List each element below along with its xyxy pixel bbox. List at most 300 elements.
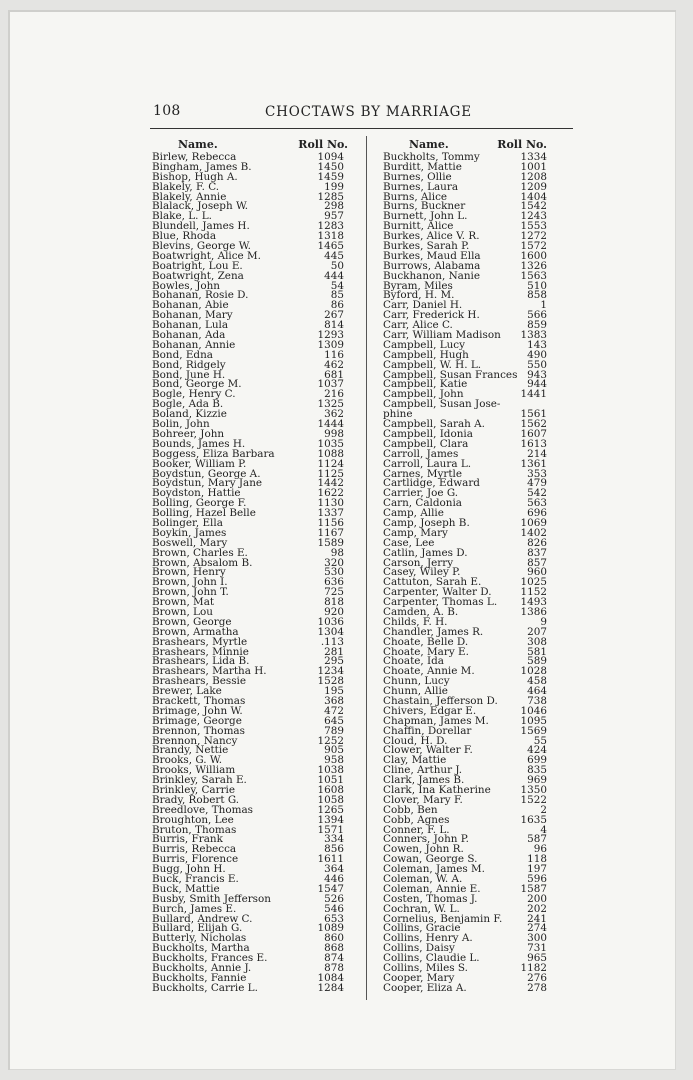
enrollee-name: Collins, Henry A. (383, 932, 473, 945)
enrollee-name: Blakely, F. C. (152, 180, 220, 193)
enrollee-name: Clark, Ina Katherine (383, 784, 491, 796)
roll-number: 320 (324, 556, 344, 569)
enrollee-name: Burnitt, Alice (383, 220, 454, 233)
enrollee-name: Brashears, Minnie (152, 645, 249, 658)
enrollee-name: Brown, George (152, 615, 232, 628)
roll-number: 55 (533, 734, 547, 747)
enrollee-name: Brimage, John W. (152, 704, 243, 717)
roll-number: 1587 (520, 882, 547, 895)
enrollee-name: Bohanan, Mary (152, 309, 233, 322)
enrollee-name: Chandler, James R. (383, 625, 484, 638)
enrollee-name: Carrier, Joe G. (383, 487, 459, 500)
enrollee-name: Brimage, George (152, 714, 242, 727)
enrollee-name: Bohanan, Ada (152, 329, 226, 342)
roll-number: 526 (324, 892, 344, 905)
roll-list (152, 153, 348, 994)
roll-number: 1089 (317, 922, 344, 935)
roll-number: 878 (324, 962, 344, 975)
roll-number: 1208 (520, 170, 547, 183)
name-header: Name. (178, 138, 218, 151)
enrollee-name: Campbell, John (383, 388, 464, 401)
roll-number: 530 (324, 566, 344, 579)
enrollee-name: Bowles, John (152, 279, 221, 292)
enrollee-name: Campbell, Susan Jose- (383, 398, 501, 411)
roll-number: 197 (527, 863, 547, 876)
enrollee-name: Carnes, Myrtle (383, 467, 463, 480)
roll-number-header: Roll No. (298, 138, 348, 151)
enrollee-name: Buckholts, Annie J. (152, 962, 252, 975)
enrollee-name: Bounds, James H. (152, 437, 246, 450)
roll-number: 860 (324, 932, 344, 945)
roll-entry (383, 981, 547, 994)
roll-number: 444 (324, 269, 344, 282)
roll-number: 1528 (317, 675, 344, 688)
enrollee-name: Carn, Caldonia (383, 497, 462, 510)
roll-number: 1402 (520, 526, 547, 539)
enrollee-name: Boykin, James (152, 526, 227, 539)
roll-number: 116 (324, 348, 344, 361)
roll-number: 199 (324, 180, 344, 193)
roll-number: 696 (527, 507, 547, 520)
roll-number: 731 (527, 942, 547, 955)
roll-number: 1283 (317, 220, 344, 233)
roll-number: 1325 (317, 398, 344, 411)
enrollee-name: Camden, A. B. (383, 605, 459, 618)
enrollee-name: Buck, Francis E. (152, 873, 239, 886)
enrollee-name: Camp, Joseph B. (383, 516, 470, 529)
enrollee-name: Carson, Jerry (383, 556, 454, 569)
enrollee-name: Campbell, Susan Frances (383, 368, 518, 381)
enrollee-name: Brown, Charles E. (152, 546, 248, 559)
roll-number: 1563 (520, 269, 547, 282)
enrollee-name: Bishop, Hugh A. (152, 170, 238, 183)
enrollee-name: Boatwright, Alice M. (152, 249, 261, 262)
roll-number: 835 (527, 764, 547, 777)
roll-number: 566 (527, 309, 547, 322)
roll-number: 905 (324, 744, 344, 757)
roll-number: 1130 (317, 497, 344, 510)
enrollee-name: Buckholts, Martha (152, 942, 250, 955)
roll-number: 653 (324, 912, 344, 925)
roll-number: 334 (324, 833, 344, 846)
enrollee-name: Burch, James E. (152, 902, 237, 915)
roll-number: 446 (324, 873, 344, 886)
enrollee-name: Bond, George M. (152, 378, 242, 391)
roll-number: 241 (527, 912, 547, 925)
enrollee-name: Clower, Walter F. (383, 744, 473, 757)
roll-number: 1035 (317, 437, 344, 450)
enrollee-name: Conners, John P. (383, 833, 469, 846)
enrollee-name: Burnes, Laura (383, 180, 459, 193)
enrollee-name: Case, Lee (383, 536, 435, 549)
enrollee-name: Burns, Alice (383, 190, 448, 203)
roll-number: 86 (330, 299, 344, 312)
enrollee-name: Brown, Absalom B. (152, 556, 253, 569)
roll-number: 960 (527, 566, 547, 579)
roll-number: 1001 (520, 160, 547, 173)
roll-number: 424 (527, 744, 547, 757)
roll-number: 1553 (520, 220, 547, 233)
enrollee-name: Booker, William P. (152, 457, 247, 470)
roll-number: 1404 (520, 190, 547, 203)
enrollee-name: Burditt, Mattie (383, 160, 462, 173)
enrollee-name: Camp, Allie (383, 507, 444, 520)
enrollee-name: Boswell, Mary (152, 536, 228, 549)
roll-number: 581 (527, 645, 547, 658)
roll-number: 9 (540, 615, 547, 628)
roll-number: 1622 (317, 487, 344, 500)
enrollee-name: Buckholts, Carrie L. (152, 981, 258, 994)
roll-number: 1394 (317, 813, 344, 826)
right-column (383, 138, 547, 994)
roll-number: 195 (324, 685, 344, 698)
enrollee-name: phine (383, 408, 413, 421)
enrollee-name: Cornelius, Benjamin F. (383, 912, 503, 925)
enrollee-name: Bruton, Thomas (152, 823, 237, 836)
roll-number: 636 (324, 576, 344, 589)
enrollee-name: Buckholts, Tommy (383, 151, 480, 163)
roll-number: 1337 (317, 507, 344, 520)
roll-number: 1037 (317, 378, 344, 391)
roll-number: 1613 (520, 437, 547, 450)
roll-number: 645 (324, 714, 344, 727)
enrollee-name: Campbell, W. H. L. (383, 358, 482, 371)
enrollee-name: Brown, Mat (152, 596, 215, 609)
enrollee-name: Byford, H. M. (383, 289, 455, 302)
roll-number: 1028 (520, 665, 547, 678)
roll-number: 681 (324, 368, 344, 381)
enrollee-name: Carroll, Laura L. (383, 457, 472, 470)
roll-number: 118 (527, 853, 547, 866)
roll-number: 1304 (317, 625, 344, 638)
enrollee-name: Brewer, Lake (152, 685, 222, 698)
enrollee-name: Carr, William Madison (383, 329, 501, 342)
roll-number: 944 (527, 378, 547, 391)
enrollee-name: Brinkley, Sarah E. (152, 774, 247, 787)
roll-number: 837 (527, 546, 547, 559)
roll-number: 965 (527, 952, 547, 965)
enrollee-name: Carr, Frederick H. (383, 309, 480, 322)
enrollee-name: Burns, Buckner (383, 200, 466, 213)
roll-number: 1309 (317, 338, 344, 351)
enrollee-name: Brandy, Nettie (152, 744, 229, 757)
enrollee-name: Brady, Robert G. (152, 793, 240, 806)
roll-number: 276 (527, 971, 547, 984)
roll-list (383, 153, 547, 994)
enrollee-name: Bogle, Henry C. (152, 388, 236, 401)
enrollee-name: Brown, John I. (152, 576, 228, 589)
enrollee-name: Brennon, Nancy (152, 734, 238, 747)
roll-number: 1058 (317, 793, 344, 806)
roll-number: 1522 (520, 793, 547, 806)
enrollee-name: Boydstun, George A. (152, 467, 261, 480)
roll-number: 1571 (317, 823, 344, 836)
roll-number: 267 (324, 309, 344, 322)
enrollee-name: Cobb, Ben (383, 803, 438, 816)
roll-number: 1493 (520, 596, 547, 609)
roll-number: 587 (527, 833, 547, 846)
enrollee-name: Chapman, James M. (383, 714, 489, 727)
enrollee-name: Blake, L. L. (152, 210, 212, 223)
enrollee-name: Chaffin, Dorellar (383, 724, 472, 737)
enrollee-name: Chunn, Allie (383, 685, 448, 698)
roll-number: 596 (527, 873, 547, 886)
roll-number: 1562 (520, 418, 547, 431)
enrollee-name: Blevins, George W. (152, 240, 251, 253)
enrollee-name: Clark, James B. (383, 774, 465, 787)
enrollee-name: Cochran, W. L. (383, 902, 460, 915)
roll-number: 364 (324, 863, 344, 876)
roll-number: 1608 (317, 784, 344, 796)
enrollee-name: Boatwright, Zena (152, 269, 244, 282)
enrollee-name: Brown, Lou (152, 605, 213, 618)
enrollee-name: Camp, Mary (383, 526, 448, 539)
enrollee-name: Catlin, James D. (383, 546, 468, 559)
enrollee-name: Campbell, Clara (383, 437, 469, 450)
roll-number: 50 (330, 259, 344, 272)
enrollee-name: Brennon, Thomas (152, 724, 245, 737)
enrollee-name: Bugg, John H. (152, 863, 226, 876)
roll-number: 445 (324, 249, 344, 262)
roll-number: 969 (527, 774, 547, 787)
roll-number: 1124 (317, 457, 344, 470)
roll-number: 202 (527, 902, 547, 915)
roll-number: 1444 (317, 418, 344, 431)
enrollee-name: Brown, Armatha (152, 625, 239, 638)
roll-number: 1094 (317, 151, 344, 163)
roll-number: 85 (330, 289, 344, 302)
enrollee-name: Buckhanon, Nanie (383, 269, 481, 282)
roll-number: 1252 (317, 734, 344, 747)
roll-number: 1284 (317, 981, 344, 994)
enrollee-name: Campbell, Lucy (383, 338, 465, 351)
enrollee-name: Brooks, G. W. (152, 754, 223, 767)
roll-number: 216 (324, 388, 344, 401)
column-divider (366, 136, 367, 1000)
roll-number: 1547 (317, 882, 344, 895)
enrollee-name: Costen, Thomas J. (383, 892, 478, 905)
enrollee-name: Boggess, Eliza Barbara (152, 447, 275, 460)
roll-number: 856 (324, 843, 344, 856)
roll-number: 1234 (317, 665, 344, 678)
roll-number: 1318 (317, 230, 344, 243)
enrollee-name: Clay, Mattie (383, 754, 447, 767)
enrollee-name: Collins, Gracie (383, 922, 461, 935)
roll-number: 362 (324, 408, 344, 421)
enrollee-name: Carr, Alice C. (383, 319, 453, 332)
enrollee-name: Blue, Rhoda (152, 230, 217, 243)
enrollee-name: Burnes, Ollie (383, 170, 452, 183)
roll-number: 546 (324, 902, 344, 915)
enrollee-name: Cobb, Agnes (383, 813, 450, 826)
enrollee-name: Coleman, James M. (383, 863, 485, 876)
roll-number: 725 (324, 586, 344, 599)
enrollee-name: Coleman, W. A. (383, 873, 463, 886)
roll-number: 300 (527, 932, 547, 945)
enrollee-name: Bond, Edna (152, 348, 213, 361)
enrollee-name: Cooper, Eliza A. (383, 981, 467, 994)
roll-number: .113 (320, 635, 344, 648)
enrollee-name: Cooper, Mary (383, 971, 455, 984)
enrollee-name: Bohanan, Annie (152, 338, 236, 351)
roll-number: 563 (527, 497, 547, 510)
enrollee-name: Campbell, Sarah A. (383, 418, 485, 431)
heading-rule (150, 128, 573, 129)
enrollee-name: Bullard, Andrew C. (152, 912, 253, 925)
enrollee-name: Blalack, Joseph W. (152, 200, 249, 213)
enrollee-name: Brown, John T. (152, 586, 229, 599)
enrollee-name: Carpenter, Thomas L. (383, 596, 498, 609)
enrollee-name: Breedlove, Thomas (152, 803, 254, 816)
roll-number: 458 (527, 675, 547, 688)
roll-number: 98 (330, 546, 344, 559)
roll-number: 826 (527, 536, 547, 549)
roll-number: 857 (527, 556, 547, 569)
enrollee-name: Buck, Mattie (152, 882, 220, 895)
enrollee-name: Burris, Florence (152, 853, 239, 866)
enrollee-name: Clover, Mary F. (383, 793, 463, 806)
roll-number: 1383 (520, 329, 547, 342)
name-header: Name. (409, 138, 449, 151)
roll-number: 1095 (520, 714, 547, 727)
roll-number: 943 (527, 368, 547, 381)
enrollee-name: Bullard, Elijah G. (152, 922, 243, 935)
roll-number: 1046 (520, 704, 547, 717)
roll-number: 1182 (520, 962, 547, 975)
enrollee-name: Brashears, Lida B. (152, 655, 250, 668)
enrollee-name: Bingham, James B. (152, 160, 252, 173)
enrollee-name: Brinkley, Carrie (152, 784, 236, 796)
roll-number: 1635 (520, 813, 547, 826)
roll-number: 308 (527, 635, 547, 648)
enrollee-name: Bolinger, Ella (152, 516, 223, 529)
enrollee-name: Brown, Henry (152, 566, 226, 579)
enrollee-name: Choate, Mary E. (383, 645, 469, 658)
roll-number: 920 (324, 605, 344, 618)
enrollee-name: Brooks, William (152, 764, 236, 777)
roll-number: 1561 (520, 408, 547, 421)
roll-number: 868 (324, 942, 344, 955)
enrollee-name: Brashears, Myrtle (152, 635, 248, 648)
roll-number: 789 (324, 724, 344, 737)
roll-number: 1572 (520, 240, 547, 253)
enrollee-name: Carroll, James (383, 447, 459, 460)
roll-number: 510 (527, 279, 547, 292)
roll-number: 1611 (317, 853, 344, 866)
enrollee-name: Blakely, Annie (152, 190, 227, 203)
enrollee-name: Butterly, Nicholas (152, 932, 247, 945)
roll-number: 1442 (317, 477, 344, 490)
roll-number: 281 (324, 645, 344, 658)
roll-number: 1272 (520, 230, 547, 243)
roll-number: 274 (527, 922, 547, 935)
roll-number: 479 (527, 477, 547, 490)
enrollee-name: Campbell, Idonia (383, 427, 473, 440)
roll-number: 1350 (520, 784, 547, 796)
roll-number: 278 (527, 981, 547, 994)
enrollee-name: Bond, June H. (152, 368, 226, 381)
roll-number: 1243 (520, 210, 547, 223)
roll-number: 200 (527, 892, 547, 905)
enrollee-name: Buckholts, Frances E. (152, 952, 268, 965)
enrollee-name: Burkes, Sarah P. (383, 240, 470, 253)
enrollee-name: Bohanan, Abie (152, 299, 229, 312)
roll-number: 1209 (520, 180, 547, 193)
roll-number: 1326 (520, 259, 547, 272)
roll-number: 1441 (520, 388, 547, 401)
roll-number: 298 (324, 200, 344, 213)
roll-number: 1589 (317, 536, 344, 549)
enrollee-name: Cattuton, Sarah E. (383, 576, 482, 589)
roll-number: 1025 (520, 576, 547, 589)
enrollee-name: Cowan, George S. (383, 853, 478, 866)
enrollee-name: Chastain, Jefferson D. (383, 694, 498, 707)
roll-number: 1036 (317, 615, 344, 628)
roll-number: 1125 (317, 467, 344, 480)
enrollee-name: Bohanan, Rosie D. (152, 289, 249, 302)
enrollee-name: Bolling, George F. (152, 497, 247, 510)
enrollee-name: Blundell, James H. (152, 220, 250, 233)
enrollee-name: Bogle, Ada B. (152, 398, 224, 411)
roll-number-header: Roll No. (497, 138, 547, 151)
enrollee-name: Brashears, Bessie (152, 675, 246, 688)
left-column (152, 138, 348, 994)
enrollee-name: Burkes, Maud Ella (383, 249, 481, 262)
page-heading: CHOCTAWS BY MARRIAGE (265, 104, 472, 120)
roll-number: 814 (324, 319, 344, 332)
roll-number: 1569 (520, 724, 547, 737)
enrollee-name: Bolling, Hazel Belle (152, 507, 256, 520)
roll-number: 1156 (317, 516, 344, 529)
roll-number: 1152 (520, 586, 547, 599)
enrollee-name: Burris, Rebecca (152, 843, 237, 856)
roll-number: 1285 (317, 190, 344, 203)
roll-number: 1265 (317, 803, 344, 816)
roll-number: 1600 (520, 249, 547, 262)
roll-number: 490 (527, 348, 547, 361)
roll-number: 998 (324, 427, 344, 440)
roll-number: 4 (540, 823, 547, 836)
enrollee-name: Campbell, Hugh (383, 348, 469, 361)
enrollee-name: Collins, Daisy (383, 942, 455, 955)
roll-number: 1167 (317, 526, 344, 539)
roll-number: 699 (527, 754, 547, 767)
roll-number: 1607 (520, 427, 547, 440)
roll-number: 143 (527, 338, 547, 351)
enrollee-name: Chunn, Lucy (383, 675, 450, 688)
roll-number: 1459 (317, 170, 344, 183)
roll-number: 96 (533, 843, 547, 856)
roll-number: 1069 (520, 516, 547, 529)
roll-number: 550 (527, 358, 547, 371)
enrollee-name: Burrows, Alabama (383, 259, 481, 272)
enrollee-name: Choate, Ida (383, 655, 444, 668)
roll-number: 1038 (317, 764, 344, 777)
enrollee-name: Carr, Daniel H. (383, 299, 463, 312)
roll-number: 464 (527, 685, 547, 698)
enrollee-name: Buckholts, Fannie (152, 971, 247, 984)
roll-number: 1051 (317, 774, 344, 787)
enrollee-name: Collins, Miles S. (383, 962, 468, 975)
roll-number: 295 (324, 655, 344, 668)
enrollee-name: Campbell, Katie (383, 378, 468, 391)
roll-number: 1084 (317, 971, 344, 984)
enrollee-name: Cline, Arthur J. (383, 764, 463, 777)
roll-number: 214 (527, 447, 547, 460)
enrollee-name: Burkes, Alice V. R. (383, 230, 480, 243)
enrollee-name: Boland, Kizzie (152, 408, 227, 421)
roll-number: 462 (324, 358, 344, 371)
